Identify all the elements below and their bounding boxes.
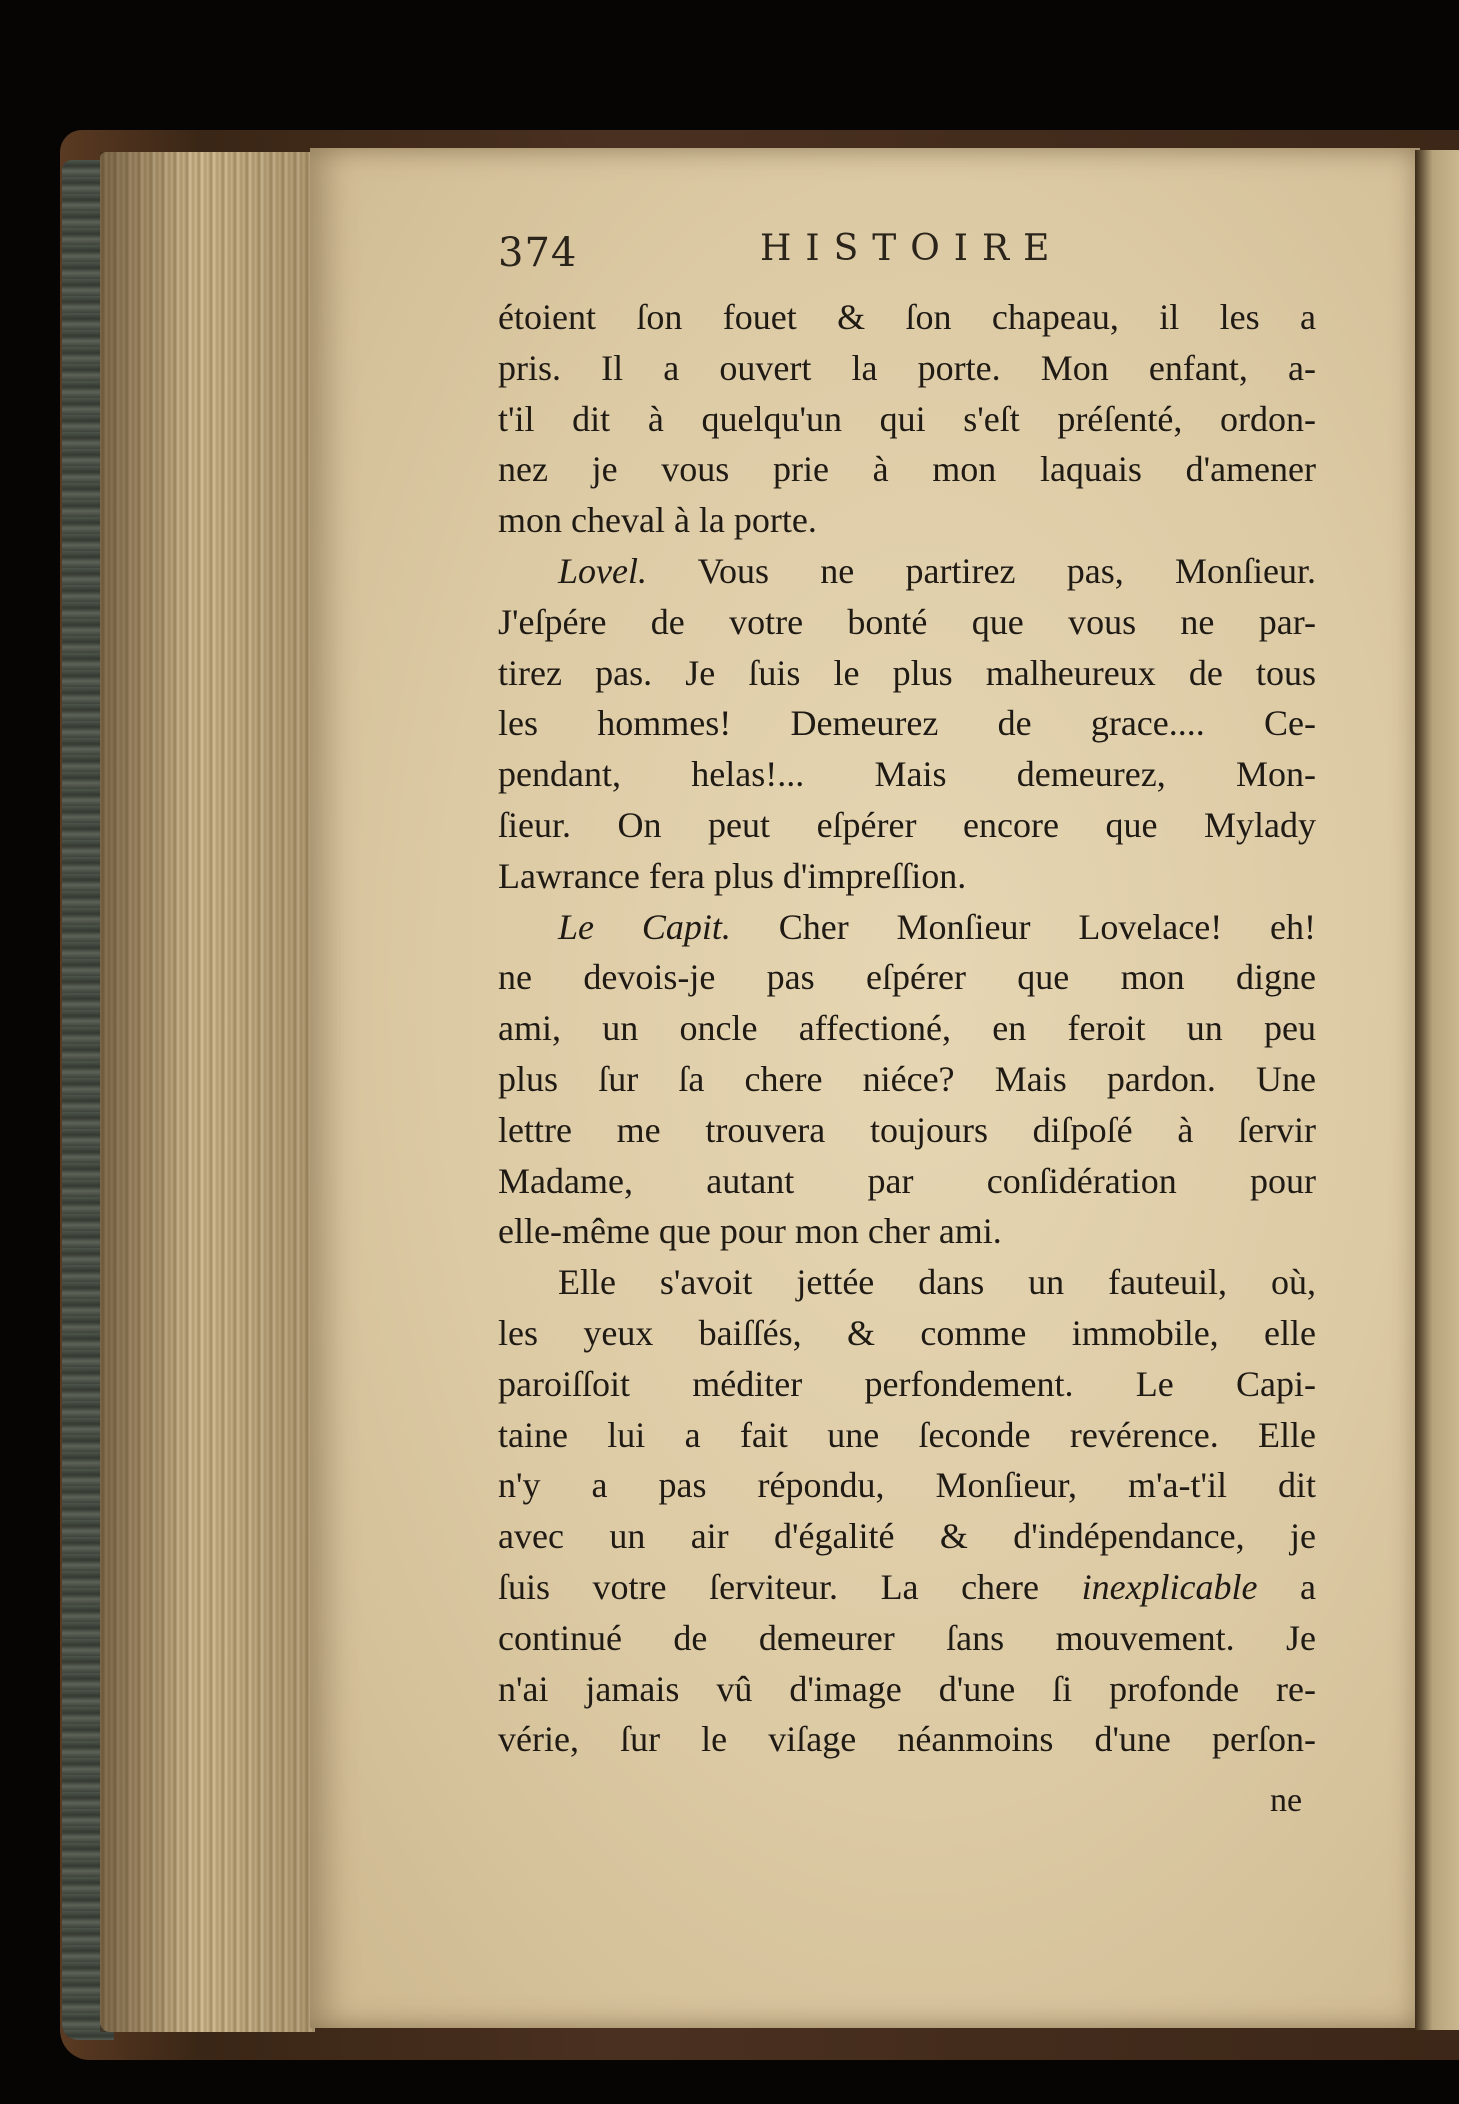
text-line-content: ſuis votre ſerviteur. La chere	[498, 1566, 1040, 1607]
text-line-content: a	[1300, 1566, 1317, 1607]
speaker-capit: Le Capit.	[558, 906, 731, 947]
text-line: ne devois-je pas eſpérer que mon digne	[498, 957, 1316, 998]
catchword: ne	[1270, 1782, 1303, 1819]
body-text	[498, 292, 1316, 1765]
text-line: pris. Il a ouvert la porte. Mon enfant, a-	[498, 347, 1316, 388]
text-line: Lawrance fera plus d'impreſſion.	[498, 855, 967, 896]
text-line: les yeux baiſſés, & comme immobile, elle	[498, 1312, 1316, 1353]
text-line: elle-même que pour mon cher ami.	[498, 1211, 1002, 1252]
text-line: nez je vous prie à mon laquais d'amener	[498, 449, 1316, 490]
text-line: tirez pas. Je ſuis le plus malheureux de tous	[498, 652, 1316, 693]
text-line: étoient ſon fouet & ſon chapeau, il les a	[498, 297, 1316, 337]
running-head	[0, 220, 1459, 280]
text-line: plus ſur ſa chere niéce? Mais pardon. Une	[498, 1058, 1316, 1099]
page-number: 374	[498, 230, 578, 276]
text-line: continué de demeurer ſans mouvement. Je	[498, 1617, 1316, 1658]
text-line: pendant, helas!... Mais demeurez, Mon-	[498, 754, 1316, 795]
emphasis-inexplicable: inexplicable	[1081, 1566, 1258, 1607]
text-line	[498, 902, 1316, 953]
text-line: t'il dit à quelqu'un qui s'eſt préſenté, ordon-	[498, 398, 1316, 439]
gutter	[1415, 150, 1459, 2030]
text-line: ami, un oncle affectioné, en feroit un peu	[498, 1008, 1316, 1049]
text-line: paroiſſoit méditer perfondement. Le Capi-	[498, 1363, 1316, 1404]
text-line: les hommes! Demeurez de grace.... Ce-	[498, 703, 1316, 744]
text-line: Elle s'avoit jettée dans un fauteuil, où,	[558, 1262, 1316, 1303]
text-line-content: Vous ne partirez pas, Monſieur.	[697, 550, 1316, 591]
page-title: HISTOIRE	[760, 228, 1064, 269]
text-line: mon cheval à la porte.	[498, 500, 817, 541]
text-line-content: Cher Monſieur Lovelace! eh!	[778, 906, 1317, 947]
text-line	[498, 546, 1316, 597]
text-line: avec un air d'égalité & d'indépendance, je	[498, 1516, 1316, 1557]
text-line	[498, 1562, 1316, 1613]
page-edges-shadow	[100, 152, 315, 2032]
text-line: J'eſpére de votre bonté que vous ne par-	[498, 601, 1316, 642]
text-line: taine lui a fait une ſeconde revérence. Elle	[498, 1414, 1316, 1455]
text-line: vérie, ſur le viſage néanmoins d'une perſon-	[498, 1719, 1316, 1760]
text-line: lettre me trouvera toujours diſpoſé à ſervir	[498, 1109, 1316, 1150]
text-line: ſieur. On peut eſpérer encore que Mylady	[498, 804, 1316, 845]
speaker-lovel: Lovel.	[558, 550, 647, 591]
text-line: n'ai jamais vû d'image d'une ſi profonde re-	[498, 1668, 1316, 1709]
text-line: Madame, autant par conſidération pour	[498, 1160, 1316, 1201]
text-line: n'y a pas répondu, Monſieur, m'a-t'il dit	[498, 1465, 1316, 1506]
